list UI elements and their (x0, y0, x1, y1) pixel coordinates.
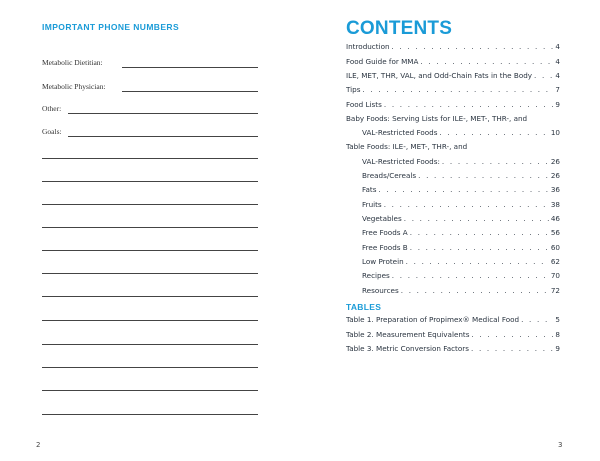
field-metabolic-physician (42, 80, 258, 92)
field-label: Metabolic Dietitian: (42, 58, 103, 67)
blank-line[interactable] (42, 296, 258, 297)
blank-line[interactable] (42, 250, 258, 251)
blank-line[interactable] (42, 390, 258, 391)
toc-entry[interactable]: Food Guide for MMA . . . 4 (346, 57, 560, 69)
right-page (300, 0, 600, 461)
page-number: 3 (558, 441, 563, 449)
blank-line[interactable] (42, 181, 258, 182)
write-in-line[interactable] (68, 136, 258, 137)
toc-entry[interactable]: VAL-Restricted Foods: . . . 26 (362, 157, 560, 169)
blank-line[interactable] (42, 204, 258, 205)
field-goals (42, 125, 258, 137)
page-number: 2 (36, 441, 41, 449)
tables-title: TABLES (346, 302, 382, 312)
write-in-line[interactable] (122, 67, 258, 68)
toc-entry[interactable]: Vegetables . . . 46 (362, 214, 560, 226)
field-label: Metabolic Physician: (42, 82, 106, 91)
toc-entry[interactable]: VAL-Restricted Foods . . . 10 (362, 128, 560, 140)
blank-line[interactable] (42, 367, 258, 368)
blank-line[interactable] (42, 227, 258, 228)
blank-line[interactable] (42, 414, 258, 415)
field-other (42, 102, 258, 114)
toc-entry[interactable]: Introduction . . . 4 (346, 42, 560, 54)
table-entry[interactable]: Table 1. Preparation of Propimex® Medical Food . . . 5 (346, 315, 560, 327)
toc-entry[interactable]: Baby Foods: Serving Lists for ILE-, MET-, THR-, and (346, 114, 528, 123)
toc-entry[interactable]: Breads/Cereals . . . 26 (362, 171, 560, 183)
toc-entry[interactable]: Resources . . . 72 (362, 286, 560, 298)
toc-entry[interactable]: Fruits . . . 38 (362, 200, 560, 212)
toc-entry[interactable]: Free Foods A . . . 56 (362, 228, 560, 240)
blank-line[interactable] (42, 320, 258, 321)
toc-entry[interactable]: ILE, MET, THR, VAL, and Odd-Chain Fats in the Body . . . 4 (346, 71, 560, 83)
write-in-line[interactable] (122, 91, 258, 92)
toc-entry[interactable]: Fats . . . 36 (362, 185, 560, 197)
phone-numbers-title: IMPORTANT PHONE NUMBERS (42, 22, 180, 32)
field-metabolic-dietitian (42, 56, 258, 68)
toc-entry[interactable]: Free Foods B . . . 60 (362, 243, 560, 255)
contents-title: CONTENTS (346, 18, 453, 39)
toc-entry[interactable]: Table Foods: ILE-, MET-, THR-, and (346, 142, 468, 151)
write-in-line[interactable] (68, 113, 258, 114)
field-label: Other: (42, 104, 62, 113)
table-entry[interactable]: Table 3. Metric Conversion Factors . . . 9 (346, 344, 560, 356)
toc-entry[interactable]: Food Lists . . . 9 (346, 100, 560, 112)
toc-entry[interactable]: Recipes . . . 70 (362, 271, 560, 283)
blank-line[interactable] (42, 273, 258, 274)
field-label: Goals: (42, 127, 62, 136)
blank-line[interactable] (42, 344, 258, 345)
toc-entry[interactable]: Tips . . . 7 (346, 85, 560, 97)
blank-line[interactable] (42, 158, 258, 159)
table-entry[interactable]: Table 2. Measurement Equivalents . . . 8 (346, 330, 560, 342)
toc-entry[interactable]: Low Protein . . . 62 (362, 257, 560, 269)
